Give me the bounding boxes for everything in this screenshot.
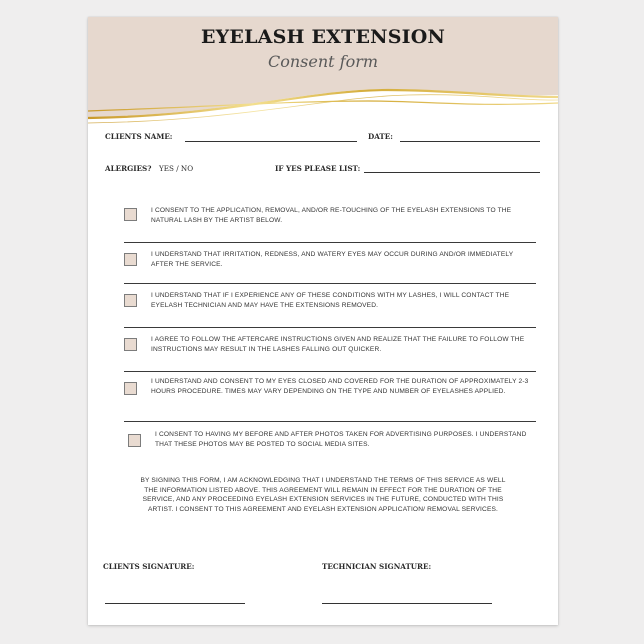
consent-checkbox-1[interactable] — [124, 208, 137, 221]
client-signature-field[interactable] — [105, 603, 245, 604]
consent-text-4: I AGREE TO FOLLOW THE AFTERCARE INSTRUCTIONS GIVEN AND REALIZE THAT THE FAILURE TO FOLLOW THE INSTRUCTIONS MAY RESULT IN THE LASHES FALLING OUT QUICKER. — [151, 336, 525, 353]
form-subtitle: Consent form — [267, 52, 379, 71]
date-label: DATE: — [368, 132, 393, 141]
consent-text-2: I UNDERSTAND THAT IRRITATION, REDNESS, AND WATERY EYES MAY OCCUR DURING AND/OR IMMEDIATELY AFTER THE SERVICE. — [151, 251, 514, 268]
consent-checkbox-5[interactable] — [124, 382, 137, 395]
consent-form-page — [88, 17, 558, 625]
consent-text-6: I CONSENT TO HAVING MY BEFORE AND AFTER PHOTOS TAKEN FOR ADVERTISING PURPOSES. I UNDERSTAND THAT THESE PHOTOS MAY BE POSTED TO SOCIAL MEDIA SITES. — [155, 431, 527, 448]
technician-signature-label: TECHNICIAN SIGNATURE: — [322, 562, 432, 571]
consent-checkbox-4[interactable] — [124, 338, 137, 351]
if-yes-label: IF YES PLEASE LIST: — [275, 164, 361, 173]
consent-text-1: I CONSENT TO THE APPLICATION, REMOVAL, AND/OR RE-TOUCHING OF THE EYELASH EXTENSIONS TO THE NATURAL LASH BY THE ARTIST BELOW. — [151, 207, 512, 224]
consent-text-3: I UNDERSTAND THAT IF I EXPERIENCE ANY OF THESE CONDITIONS WITH MY LASHES, I WILL CONTACT THE EYELASH TECHNICIAN AND MAY HAVE THE EXTENSIONS REMOVED. — [151, 292, 510, 309]
divider — [124, 283, 536, 284]
divider — [124, 371, 536, 372]
client-signature-label: CLIENTS SIGNATURE: — [103, 562, 195, 571]
allergies-list-field[interactable] — [364, 172, 540, 173]
clients-name-field[interactable] — [185, 141, 357, 142]
consent-checkbox-2[interactable] — [124, 253, 137, 266]
form-title: EYELASH EXTENSION — [200, 26, 446, 48]
consent-checkbox-3[interactable] — [124, 294, 137, 307]
consent-checkbox-6[interactable] — [128, 434, 141, 447]
divider — [124, 242, 536, 243]
closing-statement: BY SIGNING THIS FORM, I AM ACKNOWLEDGING THAT I UNDERSTAND THE TERMS OF THIS SERVICE AS WELL THE INFORMATION LISTED ABOVE. THIS AGREEMENT WILL REMAIN IN EFFECT FOR THE DURATION OF THE SERVICE, AND ANY PROCEEDING EYELASH EXTENSION SERVICES IN THE FUTURE, CONDUCTED WITH THIS ARTIST. I CONSENT TO THIS AGREEMENT AND EYELASH EXTENSION APPLICATION/ REMOVAL SERVICES. — [140, 477, 506, 513]
divider — [124, 327, 536, 328]
consent-text-5: I UNDERSTAND AND CONSENT TO MY EYES CLOSED AND COVERED FOR THE DURATION OF APPROXIMATELY 2-3 HOURS PROCEDURE. TIMES MAY VARY DEPENDING ON THE TYPE AND NUMBER OF EYELASHES APPLIED. — [151, 378, 529, 395]
date-field[interactable] — [400, 141, 540, 142]
allergies-label: ALERGIES? — [105, 164, 152, 173]
divider — [124, 421, 536, 422]
clients-name-label: CLIENTS NAME: — [105, 132, 173, 141]
yes-no-option[interactable]: YES / NO — [159, 164, 194, 173]
technician-signature-field[interactable] — [322, 603, 492, 604]
